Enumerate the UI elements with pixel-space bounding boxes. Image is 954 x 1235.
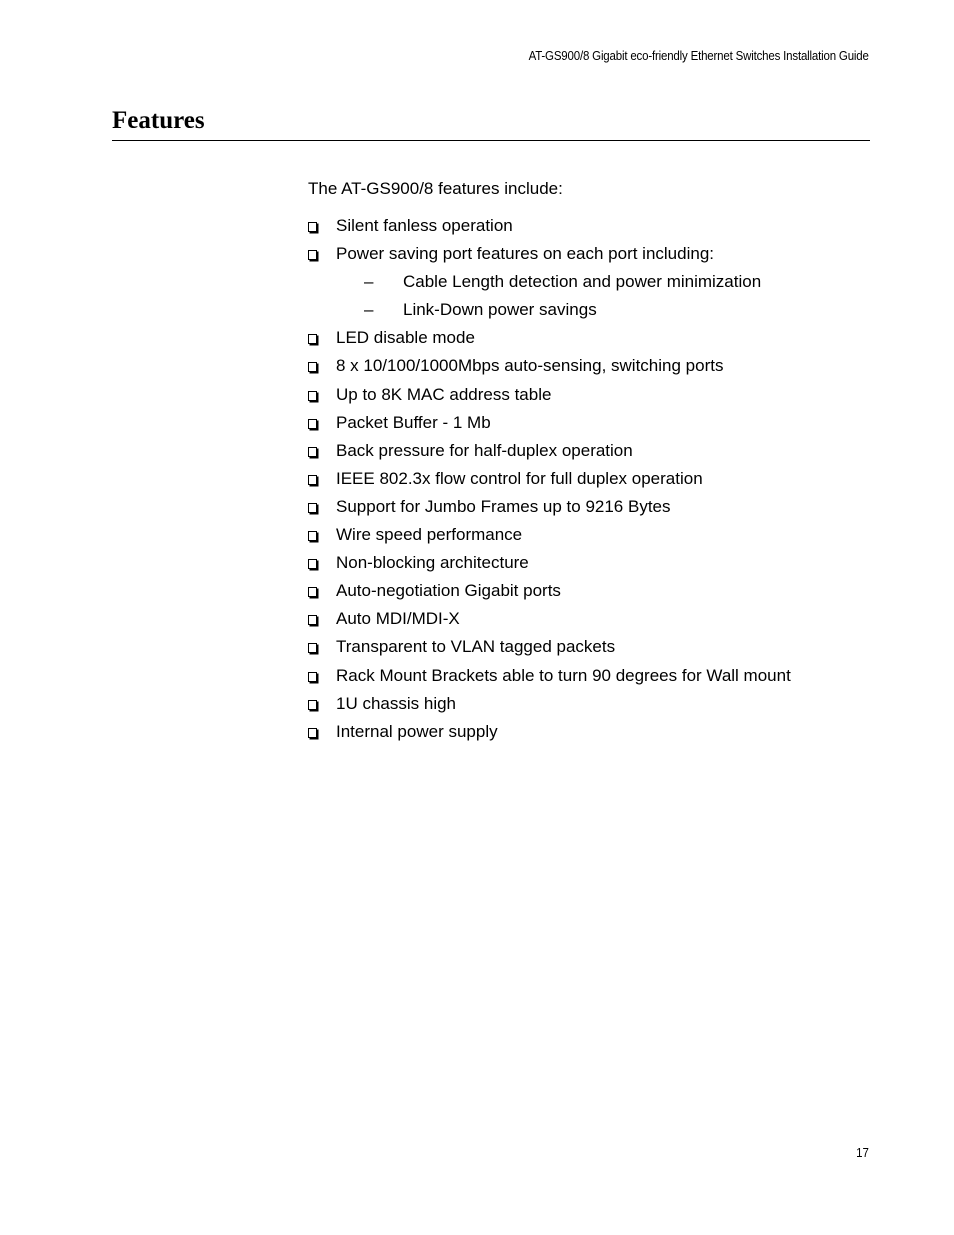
list-item-text: Up to 8K MAC address table	[336, 384, 552, 404]
checkbox-bullet-icon	[308, 503, 317, 513]
checkbox-bullet-icon	[308, 700, 317, 710]
checkbox-bullet-icon	[308, 531, 317, 541]
dash-bullet-icon: –	[364, 272, 374, 292]
list-item-text: Back pressure for half-duplex operation	[336, 440, 633, 460]
list-item-text: Auto-negotiation Gigabit ports	[336, 581, 561, 601]
list-item-text: Non-blocking architecture	[336, 553, 529, 573]
list-item-text: Auto MDI/MDI-X	[336, 609, 460, 629]
list-item-text: Rack Mount Brackets able to turn 90 degrees for Wall mount	[336, 665, 791, 685]
checkbox-bullet-icon	[308, 250, 317, 260]
list-item-text: Packet Buffer - 1 Mb	[336, 412, 491, 432]
checkbox-bullet-icon	[308, 362, 317, 372]
list-item-text: Power saving port features on each port including:	[336, 244, 715, 264]
list-item-text: 8 x 10/100/1000Mbps auto-sensing, switching ports	[336, 356, 724, 376]
running-header: AT-GS900/8 Gigabit eco-friendly Ethernet Switches Installation Guide	[528, 49, 869, 63]
list-item-text: Support for Jumbo Frames up to 9216 Bytes	[336, 496, 671, 516]
list-item-text: 1U chassis high	[336, 693, 457, 713]
checkbox-bullet-icon	[308, 447, 317, 457]
dash-bullet-icon: –	[364, 300, 374, 320]
page-number: 17	[856, 1146, 869, 1160]
checkbox-bullet-icon	[308, 672, 317, 682]
section-title: Features	[112, 107, 205, 134]
checkbox-bullet-icon	[308, 391, 317, 401]
list-item-text: Wire speed performance	[336, 525, 523, 545]
list-item-text: Internal power supply	[336, 721, 498, 741]
checkbox-bullet-icon	[308, 475, 317, 485]
checkbox-bullet-icon	[308, 222, 317, 232]
list-item-text: Cable Length detection and power minimization	[403, 272, 762, 292]
checkbox-bullet-icon	[308, 559, 317, 569]
checkbox-bullet-icon	[308, 615, 317, 625]
intro-text: The AT-GS900/8 features include:	[308, 179, 563, 198]
checkbox-bullet-icon	[308, 587, 317, 597]
checkbox-bullet-icon	[308, 643, 317, 653]
list-item-text: Silent fanless operation	[336, 216, 513, 235]
title-rule	[112, 140, 870, 141]
list-item-text: Transparent to VLAN tagged packets	[336, 637, 616, 657]
checkbox-bullet-icon	[308, 334, 317, 344]
checkbox-bullet-icon	[308, 419, 317, 429]
checkbox-bullet-icon	[308, 728, 317, 738]
list-item-text: IEEE 802.3x flow control for full duplex operation	[336, 468, 703, 488]
list-item-text: Link-Down power savings	[403, 300, 597, 320]
list-item-text: LED disable mode	[336, 328, 475, 348]
